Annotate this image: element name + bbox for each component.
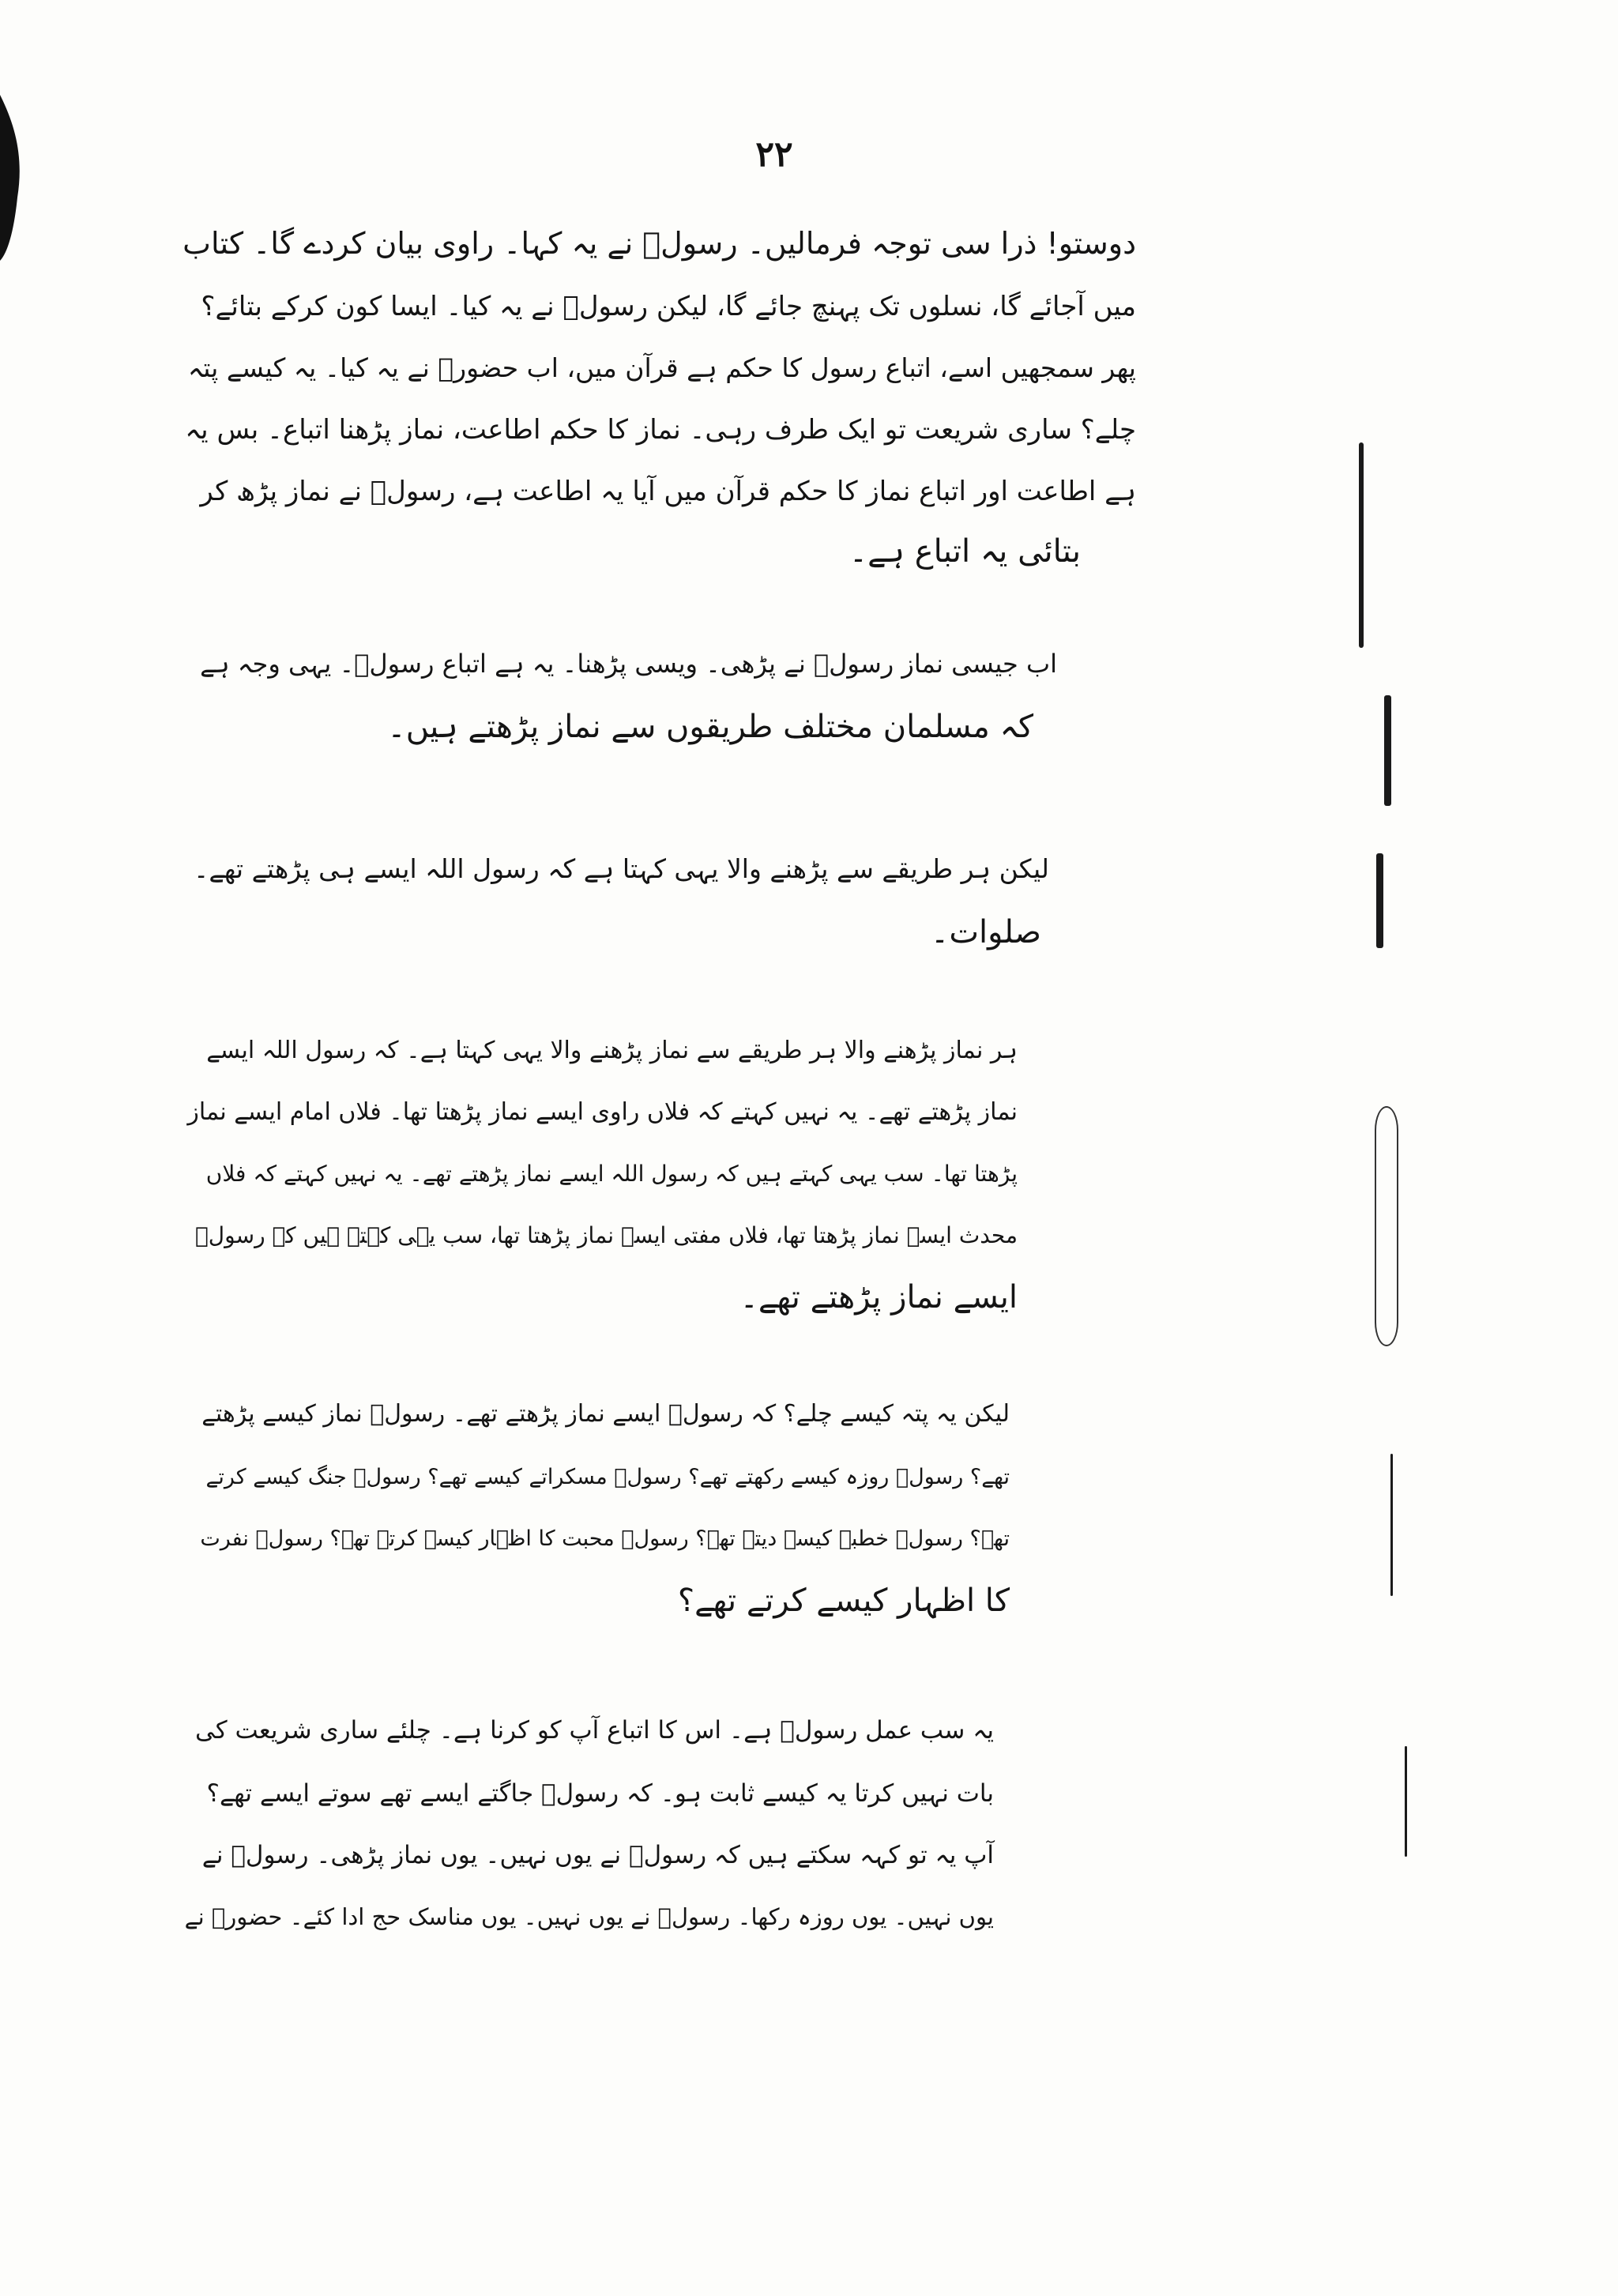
para1-line3: پھر سمجھیں اسے، اتباع رسول کا حکم ہے قرآن میں، اب حضورؐ نے یہ کیا۔ یہ کیسے پتہ bbox=[187, 352, 1136, 383]
scan-shadow-left bbox=[0, 0, 55, 261]
para5-line2: تھے؟ رسولؐ روزہ کیسے رکھتے تھے؟ رسولؐ مسکراتے کیسے تھے؟ رسولؐ جنگ کیسے کرتے bbox=[205, 1465, 1010, 1489]
para1-line4: چلے؟ ساری شریعت تو ایک طرف رہی۔ نماز کا حکم اطاعت، نماز پڑھنا اتباع۔ بس یہ bbox=[185, 414, 1136, 446]
para1-line5: ہے اطاعت اور اتباع نماز کا حکم قرآن میں آیا یہ اطاعت ہے، رسولؐ نے نماز پڑھ کر bbox=[200, 476, 1136, 507]
margin-bracket bbox=[1405, 1746, 1407, 1857]
para1-line6: بتائی یہ اتباع ہے۔ bbox=[849, 533, 1081, 570]
para6-line4: یوں نہیں۔ یوں روزہ رکھا۔ رسولؐ نے یوں نہیں۔ یوں مناسک حج ادا کئے۔ حضورؐ نے bbox=[184, 1903, 994, 1930]
para4-line1: ہر نماز پڑھنے والا ہر طریقے سے نماز پڑھنے والا یہی کہتا ہے۔ کہ رسول اللہ ایسے bbox=[206, 1037, 1018, 1064]
para6-line3: آپ یہ تو کہہ سکتے ہیں کہ رسولؐ نے یوں نہیں۔ یوں نماز پڑھی۔ رسولؐ نے bbox=[201, 1841, 994, 1869]
para4-line4: محدث ایسے نماز پڑھتا تھا، فلاں مفتی ایسے نماز پڑھتا تھا، سب یہی کہتے ہیں کہ رسولؐ bbox=[195, 1222, 1018, 1248]
para5-line1: لیکن یہ پتہ کیسے چلے؟ کہ رسولؐ ایسے نماز پڑھتے تھے۔ رسولؐ نماز کیسے پڑھتے bbox=[201, 1400, 1010, 1428]
margin-bracket bbox=[1390, 1454, 1393, 1596]
para1-line1: دوستو! ذرا سی توجہ فرمالیں۔ رسولؐ نے یہ کہا۔ راوی بیان کردے گا۔ کتاب bbox=[182, 226, 1136, 261]
margin-bracket bbox=[1384, 695, 1391, 806]
para5-line3: تھے؟ رسولؐ خطبہ کیسے دیتے تھے؟ رسولؐ محبت کا اظہار کیسے کرتے تھے؟ رسولؐ نفرت bbox=[200, 1526, 1010, 1551]
para4-line3: پڑھتا تھا۔ سب یہی کہتے ہیں کہ رسول اللہ ایسے نماز پڑھتے تھے۔ یہ نہیں کہتے کہ فلاں bbox=[205, 1161, 1018, 1187]
margin-bracket bbox=[1359, 442, 1364, 648]
para2-line1: اب جیسی نماز رسولؐ نے پڑھی۔ ویسی پڑھنا۔ یہ ہے اتباع رسولؐ۔ یہی وجہ ہے bbox=[200, 649, 1057, 679]
para4-line5: ایسے نماز پڑھتے تھے۔ bbox=[739, 1279, 1018, 1315]
para2-line2: کہ مسلمان مختلف طریقوں سے نماز پڑھتے ہیں۔ bbox=[387, 709, 1033, 745]
para3-line1: لیکن ہر طریقے سے پڑھنے والا یہی کہتا ہے کہ رسول اللہ ایسے ہی پڑھتے تھے۔ bbox=[194, 853, 1049, 884]
para6-line2: بات نہیں کرتا یہ کیسے ثابت ہو۔ کہ رسولؐ جاگتے ایسے تھے سوتے ایسے تھے؟ bbox=[206, 1779, 994, 1808]
para1-line2: میں آجائے گا، نسلوں تک پہنچ جائے گا، لیکن رسولؐ نے یہ کیا۔ ایسا کون کرکے بتائے؟ bbox=[201, 291, 1136, 322]
para5-line4: کا اظہار کیسے کرتے تھے؟ bbox=[677, 1583, 1010, 1619]
para3-line2: صلوات۔ bbox=[930, 914, 1041, 950]
margin-bracket bbox=[1376, 853, 1383, 948]
page-number: ۲۲ bbox=[755, 134, 793, 175]
para6-line1: یہ سب عمل رسولؐ ہے۔ اس کا اتباع آپ کو کرنا ہے۔ چلئے ساری شریعت کی bbox=[195, 1716, 994, 1745]
para4-line2: نماز پڑھتے تھے۔ یہ نہیں کہتے کہ فلاں راوی ایسے نماز پڑھتا تھا۔ فلاں امام ایسے نماز bbox=[187, 1098, 1018, 1126]
margin-scribble bbox=[1375, 1106, 1398, 1346]
